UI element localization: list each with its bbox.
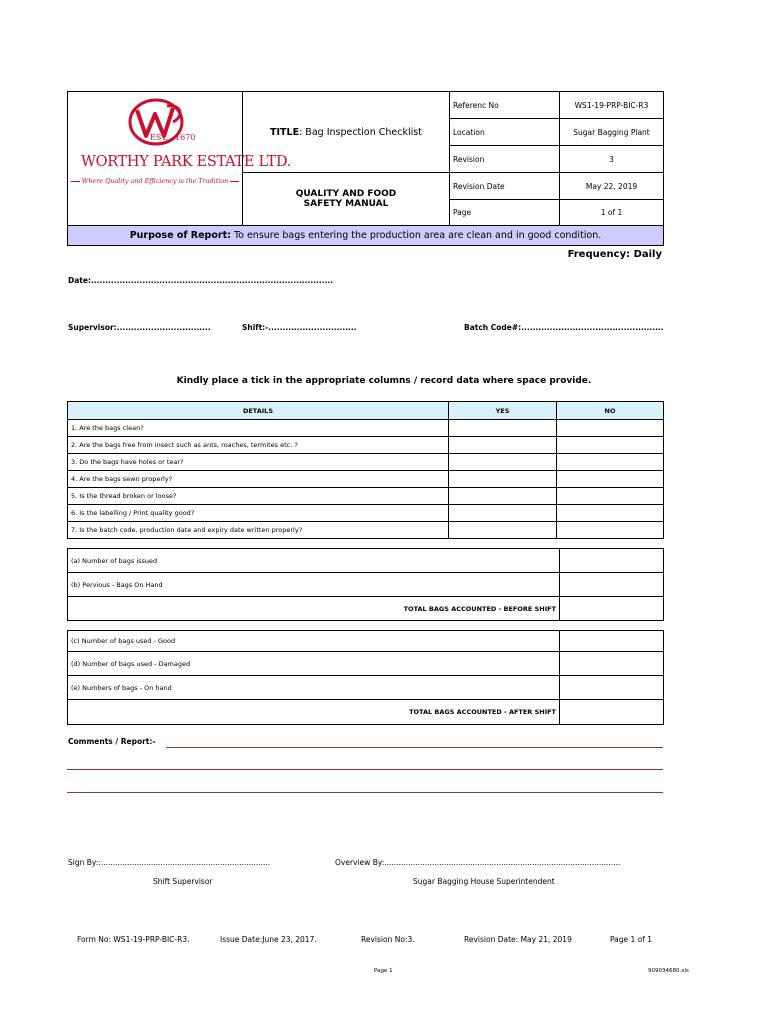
company-name: WORTHY PARK ESTATE LTD.: [81, 154, 292, 170]
no-cell[interactable]: [557, 522, 664, 539]
yes-cell[interactable]: [449, 420, 557, 437]
form-no: Form No: WS1-19-PRP-BIC-R3.: [77, 935, 190, 944]
yes-cell[interactable]: [449, 522, 557, 539]
no-cell[interactable]: [557, 505, 664, 522]
checklist-item: 1. Are the bags clean?: [68, 420, 449, 437]
comment-line[interactable]: [166, 747, 663, 748]
bag-count-label: (c) Number of bags used - Good: [68, 631, 560, 652]
no-cell[interactable]: [557, 454, 664, 471]
checklist-item: 7. Is the batch code, production date and expiry date written properly?: [68, 522, 449, 539]
checklist-item: 2. Are the bags free from insect such as ants, roaches, termites etc. ?: [68, 437, 449, 454]
instruction: Kindly place a tick in the appropriate columns / record data where space provide.: [176, 376, 592, 386]
meta-value: Sugar Bagging Plant: [560, 119, 664, 146]
batch-code-field: Batch Code#:..................................................: [464, 323, 664, 332]
meta-label: Revision Date: [450, 173, 560, 200]
yes-cell[interactable]: [449, 437, 557, 454]
tagline-row: [71, 177, 239, 185]
bag-count-label: (a) Number of bags issued: [68, 549, 560, 573]
meta-value: WS1-19-PRP-BIC-R3: [560, 92, 664, 119]
no-cell[interactable]: [557, 420, 664, 437]
yes-header: YES: [449, 402, 557, 420]
meta-value: May 22, 2019: [560, 173, 664, 200]
frequency: Frequency: Daily: [567, 249, 662, 260]
bag-count-input[interactable]: [560, 549, 664, 573]
bag-count-input[interactable]: [560, 652, 664, 676]
no-header: NO: [557, 402, 664, 420]
total-before-label: TOTAL BAGS ACCOUNTED - BEFORE SHIFT: [68, 597, 560, 621]
after-shift-table: [67, 630, 664, 725]
overview-by: Overview By:...................................................................................................: [335, 858, 621, 867]
checklist-item: 6. Is the labelling / Print quality good?: [68, 505, 449, 522]
meta-value: 3: [560, 146, 664, 173]
manual-cell: QUALITY AND FOOD SAFETY MANUAL: [243, 173, 450, 226]
yes-cell[interactable]: [449, 454, 557, 471]
title-value: : Bag Inspection Checklist: [299, 126, 422, 138]
date-field: Date:.....................................................................................: [68, 276, 334, 285]
issue-date: Issue Date:June 23, 2017.: [220, 935, 317, 944]
tagline: Where Quality and Efficiency is the Tradition: [81, 177, 229, 185]
purpose-row: [68, 226, 664, 246]
no-cell[interactable]: [557, 437, 664, 454]
checklist-item: 5. Is the thread broken or loose?: [68, 488, 449, 505]
before-shift-table: [67, 548, 664, 621]
checklist-table: [67, 401, 664, 539]
logo-year: 1670: [175, 133, 196, 142]
yes-cell[interactable]: [449, 505, 557, 522]
checklist-item: 3. Do the bags have holes or tear?: [68, 454, 449, 471]
bag-count-input[interactable]: [560, 573, 664, 597]
no-cell[interactable]: [557, 471, 664, 488]
yes-cell[interactable]: [449, 471, 557, 488]
header-table: [67, 91, 664, 246]
sign-by: Sign By::.......................................................................: [68, 858, 271, 867]
revision-date: Revision Date: May 21, 2019: [464, 935, 572, 944]
total-before-input[interactable]: [560, 597, 664, 621]
comment-line[interactable]: [67, 792, 663, 793]
file-name: 909034680.xls: [648, 968, 689, 974]
details-header: DETAILS: [68, 402, 449, 420]
bag-count-input[interactable]: [560, 676, 664, 700]
sign-role: Shift Supervisor: [153, 877, 213, 886]
shift-field: Shift:-...............................: [242, 323, 357, 332]
no-cell[interactable]: [557, 488, 664, 505]
yes-cell[interactable]: [449, 488, 557, 505]
total-after-input[interactable]: [560, 700, 664, 725]
logo-est: EST.: [150, 133, 169, 142]
purpose-label: Purpose of Report:: [129, 230, 231, 241]
bag-count-label: (e) Numbers of bags - On hand: [68, 676, 560, 700]
supervisor-field: Supervisor:.................................: [68, 323, 211, 332]
checklist-item: 4. Are the bags sewn properly?: [68, 471, 449, 488]
bag-count-label: (b) Pervious - Bags On Hand: [68, 573, 560, 597]
title-label: TITLE: [270, 126, 300, 138]
revision-no: Revision No:3.: [361, 935, 415, 944]
meta-label: Location: [450, 119, 560, 146]
comments-label: Comments / Report:-: [68, 737, 156, 746]
meta-label: Referenc No: [450, 92, 560, 119]
meta-label: Revision: [450, 146, 560, 173]
comment-line[interactable]: [67, 769, 663, 770]
purpose-text: To ensure bags entering the production area are clean and in good condition.: [230, 230, 602, 241]
overview-role: Sugar Bagging House Superintendent: [413, 877, 555, 886]
bag-count-label: (d) Number of bags used - Damaged: [68, 652, 560, 676]
sheet-page: Page 1: [374, 968, 393, 974]
total-after-label: TOTAL BAGS ACCOUNTED - AFTER SHIFT: [68, 700, 560, 725]
page-number: Page 1 of 1: [610, 935, 653, 944]
meta-value: 1 of 1: [560, 200, 664, 226]
meta-label: Page: [450, 200, 560, 226]
bag-count-input[interactable]: [560, 631, 664, 652]
